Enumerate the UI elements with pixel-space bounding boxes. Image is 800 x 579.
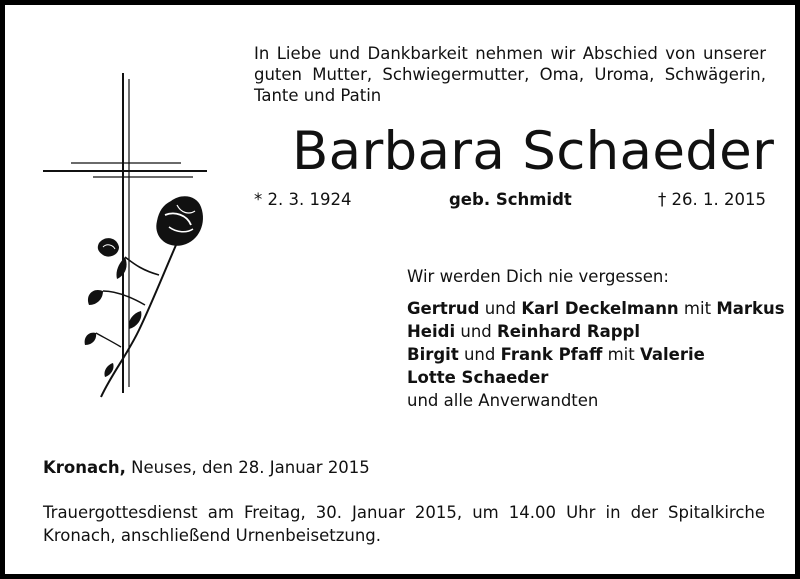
cross-with-rose-illustration <box>41 65 221 405</box>
death-date: † 26. 1. 2015 <box>658 190 766 209</box>
birth-date: * 2. 3. 1924 <box>254 190 352 209</box>
mourner-line: Heidi und Reinhard Rappl <box>407 322 641 341</box>
deceased-name: Barbara Schaeder <box>292 121 775 182</box>
place-and-date <box>43 457 370 478</box>
never-forget-text: Wir werden Dich nie vergessen: <box>407 267 669 286</box>
mourner-line: Lotte Schaeder <box>407 368 549 387</box>
service-info: Trauergottesdienst am Freitag, 30. Januar 2015, um 14.00 Uhr in der Spitalkirche Kronach, anschließend Urnenbeisetzung. <box>43 503 765 545</box>
mourner-line: und alle Anverwandten <box>407 391 599 410</box>
mourner-line: Birgit und Frank Pfaff mit Valerie <box>407 345 705 364</box>
maiden-name: geb. Schmidt <box>449 190 572 209</box>
place-date: Neuses, den 28. Januar 2015 <box>125 458 370 477</box>
place-name: Kronach, <box>43 458 126 477</box>
rose-icon <box>85 196 203 397</box>
life-dates <box>254 189 766 211</box>
mourners-list <box>407 297 785 412</box>
intro-text: In Liebe und Dankbarkeit nehmen wir Abschied von unserer guten Mutter, Schwiegermutter, Oma, Uroma, Schwägerin, Tante und Patin <box>254 44 766 105</box>
mourner-line: Gertrud und Karl Deckelmann mit Markus <box>407 299 785 318</box>
